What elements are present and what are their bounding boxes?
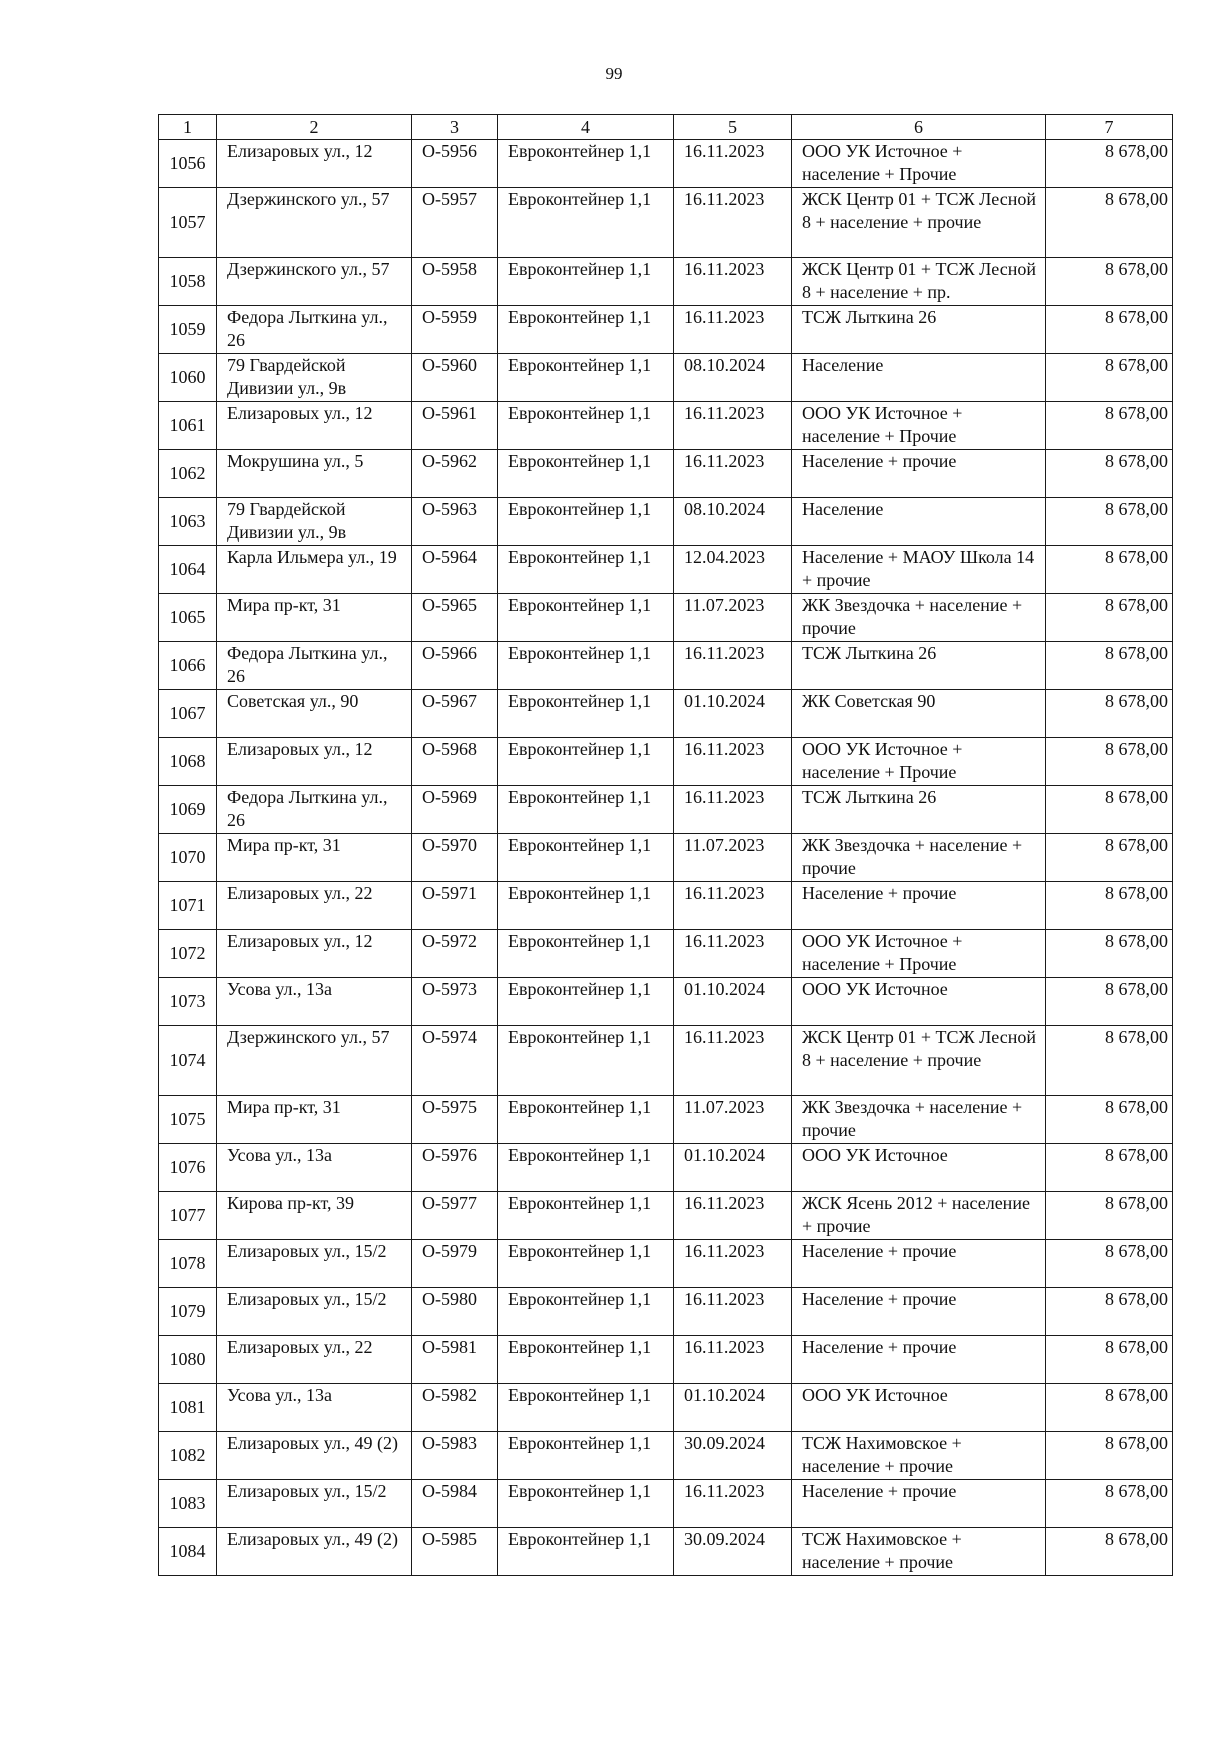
cell-container-code: О-5967 bbox=[412, 690, 498, 738]
cell-container-type: Евроконтейнер 1,1 bbox=[498, 1288, 674, 1336]
cell-amount: 8 678,00 bbox=[1046, 402, 1173, 450]
cell-consumers: ЖСК Центр 01 + ТСЖ Лесной 8 + население + пр. bbox=[792, 258, 1046, 306]
cell-row-number: 1071 bbox=[159, 882, 217, 930]
cell-date: 16.11.2023 bbox=[674, 1480, 792, 1528]
cell-amount: 8 678,00 bbox=[1046, 930, 1173, 978]
cell-row-number: 1066 bbox=[159, 642, 217, 690]
page-number: 99 bbox=[605, 64, 623, 83]
table-row bbox=[159, 882, 1173, 930]
cell-address: Дзержинского ул., 57 bbox=[217, 258, 412, 306]
cell-date: 08.10.2024 bbox=[674, 498, 792, 546]
header-col-5: 5 bbox=[674, 115, 792, 140]
cell-row-number: 1065 bbox=[159, 594, 217, 642]
cell-date: 11.07.2023 bbox=[674, 1096, 792, 1144]
header-row bbox=[159, 115, 1173, 140]
cell-container-code: О-5977 bbox=[412, 1192, 498, 1240]
cell-address: Дзержинского ул., 57 bbox=[217, 188, 412, 258]
cell-address: Федора Лыткина ул., 26 bbox=[217, 642, 412, 690]
cell-date: 16.11.2023 bbox=[674, 1026, 792, 1096]
cell-row-number: 1075 bbox=[159, 1096, 217, 1144]
cell-amount: 8 678,00 bbox=[1046, 786, 1173, 834]
cell-row-number: 1084 bbox=[159, 1528, 217, 1576]
cell-date: 16.11.2023 bbox=[674, 786, 792, 834]
cell-amount: 8 678,00 bbox=[1046, 1288, 1173, 1336]
cell-container-type: Евроконтейнер 1,1 bbox=[498, 258, 674, 306]
table-row bbox=[159, 594, 1173, 642]
cell-container-type: Евроконтейнер 1,1 bbox=[498, 1528, 674, 1576]
cell-address: Елизаровых ул., 12 bbox=[217, 402, 412, 450]
cell-address: Мира пр-кт, 31 bbox=[217, 594, 412, 642]
header-col-7: 7 bbox=[1046, 115, 1173, 140]
cell-consumers: ЖК Звездочка + население + прочие bbox=[792, 834, 1046, 882]
cell-container-type: Евроконтейнер 1,1 bbox=[498, 690, 674, 738]
cell-amount: 8 678,00 bbox=[1046, 1192, 1173, 1240]
cell-date: 30.09.2024 bbox=[674, 1432, 792, 1480]
table-row bbox=[159, 306, 1173, 354]
cell-container-code: О-5965 bbox=[412, 594, 498, 642]
cell-date: 01.10.2024 bbox=[674, 690, 792, 738]
table-row bbox=[159, 546, 1173, 594]
cell-row-number: 1080 bbox=[159, 1336, 217, 1384]
cell-date: 30.09.2024 bbox=[674, 1528, 792, 1576]
cell-consumers: Население + прочие bbox=[792, 1288, 1046, 1336]
cell-row-number: 1072 bbox=[159, 930, 217, 978]
cell-row-number: 1081 bbox=[159, 1384, 217, 1432]
cell-date: 16.11.2023 bbox=[674, 1240, 792, 1288]
cell-date: 16.11.2023 bbox=[674, 450, 792, 498]
cell-amount: 8 678,00 bbox=[1046, 1240, 1173, 1288]
cell-container-code: О-5984 bbox=[412, 1480, 498, 1528]
cell-consumers: ООО УК Источное bbox=[792, 1384, 1046, 1432]
cell-container-code: О-5958 bbox=[412, 258, 498, 306]
cell-address: Мира пр-кт, 31 bbox=[217, 1096, 412, 1144]
cell-container-code: О-5956 bbox=[412, 140, 498, 188]
table-row bbox=[159, 1288, 1173, 1336]
cell-amount: 8 678,00 bbox=[1046, 690, 1173, 738]
cell-container-code: О-5974 bbox=[412, 1026, 498, 1096]
cell-container-type: Евроконтейнер 1,1 bbox=[498, 978, 674, 1026]
cell-amount: 8 678,00 bbox=[1046, 1026, 1173, 1096]
cell-address: Елизаровых ул., 12 bbox=[217, 738, 412, 786]
cell-container-type: Евроконтейнер 1,1 bbox=[498, 1192, 674, 1240]
cell-row-number: 1073 bbox=[159, 978, 217, 1026]
cell-date: 16.11.2023 bbox=[674, 258, 792, 306]
cell-row-number: 1059 bbox=[159, 306, 217, 354]
table-row bbox=[159, 188, 1173, 258]
cell-row-number: 1079 bbox=[159, 1288, 217, 1336]
cell-consumers: Население + прочие bbox=[792, 1336, 1046, 1384]
table-row bbox=[159, 498, 1173, 546]
cell-date: 16.11.2023 bbox=[674, 402, 792, 450]
cell-container-type: Евроконтейнер 1,1 bbox=[498, 594, 674, 642]
cell-consumers: ТСЖ Лыткина 26 bbox=[792, 642, 1046, 690]
cell-address: Усова ул., 13а bbox=[217, 1384, 412, 1432]
cell-amount: 8 678,00 bbox=[1046, 354, 1173, 402]
table-row bbox=[159, 642, 1173, 690]
cell-amount: 8 678,00 bbox=[1046, 1432, 1173, 1480]
cell-container-code: О-5985 bbox=[412, 1528, 498, 1576]
cell-container-code: О-5957 bbox=[412, 188, 498, 258]
table-row bbox=[159, 738, 1173, 786]
cell-address: Елизаровых ул., 49 (2) bbox=[217, 1432, 412, 1480]
cell-container-type: Евроконтейнер 1,1 bbox=[498, 642, 674, 690]
cell-address: 79 Гвардейской Дивизии ул., 9в bbox=[217, 498, 412, 546]
cell-amount: 8 678,00 bbox=[1046, 450, 1173, 498]
cell-amount: 8 678,00 bbox=[1046, 1480, 1173, 1528]
cell-container-code: О-5960 bbox=[412, 354, 498, 402]
table-row bbox=[159, 258, 1173, 306]
table-row bbox=[159, 1144, 1173, 1192]
cell-address: Усова ул., 13а bbox=[217, 1144, 412, 1192]
cell-container-code: О-5962 bbox=[412, 450, 498, 498]
container-registry-table bbox=[158, 114, 1173, 1576]
cell-container-code: О-5966 bbox=[412, 642, 498, 690]
table-row bbox=[159, 140, 1173, 188]
cell-amount: 8 678,00 bbox=[1046, 1096, 1173, 1144]
cell-container-type: Евроконтейнер 1,1 bbox=[498, 1384, 674, 1432]
cell-date: 16.11.2023 bbox=[674, 738, 792, 786]
cell-consumers: ТСЖ Нахимовское + население + прочие bbox=[792, 1432, 1046, 1480]
cell-address: Федора Лыткина ул., 26 bbox=[217, 306, 412, 354]
cell-address: Кирова пр-кт, 39 bbox=[217, 1192, 412, 1240]
cell-address: Федора Лыткина ул., 26 bbox=[217, 786, 412, 834]
cell-amount: 8 678,00 bbox=[1046, 258, 1173, 306]
cell-consumers: ТСЖ Лыткина 26 bbox=[792, 786, 1046, 834]
cell-container-code: О-5961 bbox=[412, 402, 498, 450]
cell-date: 01.10.2024 bbox=[674, 1144, 792, 1192]
cell-container-code: О-5983 bbox=[412, 1432, 498, 1480]
cell-row-number: 1061 bbox=[159, 402, 217, 450]
table-row bbox=[159, 786, 1173, 834]
cell-consumers: ЖСК Ясень 2012 + население + прочие bbox=[792, 1192, 1046, 1240]
cell-row-number: 1070 bbox=[159, 834, 217, 882]
cell-address: Елизаровых ул., 49 (2) bbox=[217, 1528, 412, 1576]
cell-amount: 8 678,00 bbox=[1046, 188, 1173, 258]
cell-container-code: О-5971 bbox=[412, 882, 498, 930]
cell-consumers: ООО УК Источное + население + Прочие bbox=[792, 930, 1046, 978]
cell-container-type: Евроконтейнер 1,1 bbox=[498, 930, 674, 978]
cell-row-number: 1078 bbox=[159, 1240, 217, 1288]
cell-amount: 8 678,00 bbox=[1046, 834, 1173, 882]
cell-amount: 8 678,00 bbox=[1046, 978, 1173, 1026]
cell-address: Карла Ильмера ул., 19 bbox=[217, 546, 412, 594]
cell-container-type: Евроконтейнер 1,1 bbox=[498, 498, 674, 546]
cell-address: Мира пр-кт, 31 bbox=[217, 834, 412, 882]
cell-container-code: О-5979 bbox=[412, 1240, 498, 1288]
cell-container-code: О-5964 bbox=[412, 546, 498, 594]
table-row bbox=[159, 1528, 1173, 1576]
cell-date: 01.10.2024 bbox=[674, 978, 792, 1026]
table-row bbox=[159, 1432, 1173, 1480]
table-row bbox=[159, 1096, 1173, 1144]
cell-date: 11.07.2023 bbox=[674, 834, 792, 882]
cell-row-number: 1083 bbox=[159, 1480, 217, 1528]
table-row bbox=[159, 450, 1173, 498]
table-row bbox=[159, 1336, 1173, 1384]
cell-address: 79 Гвардейской Дивизии ул., 9в bbox=[217, 354, 412, 402]
cell-row-number: 1060 bbox=[159, 354, 217, 402]
cell-container-type: Евроконтейнер 1,1 bbox=[498, 1336, 674, 1384]
cell-container-type: Евроконтейнер 1,1 bbox=[498, 402, 674, 450]
cell-consumers: Население + прочие bbox=[792, 450, 1046, 498]
cell-container-code: О-5972 bbox=[412, 930, 498, 978]
cell-container-code: О-5959 bbox=[412, 306, 498, 354]
cell-date: 12.04.2023 bbox=[674, 546, 792, 594]
table-row bbox=[159, 930, 1173, 978]
cell-row-number: 1064 bbox=[159, 546, 217, 594]
table-row bbox=[159, 834, 1173, 882]
cell-address: Елизаровых ул., 15/2 bbox=[217, 1288, 412, 1336]
cell-consumers: Население + МАОУ Школа 14 + прочие bbox=[792, 546, 1046, 594]
cell-container-type: Евроконтейнер 1,1 bbox=[498, 834, 674, 882]
cell-container-code: О-5968 bbox=[412, 738, 498, 786]
cell-container-type: Евроконтейнер 1,1 bbox=[498, 546, 674, 594]
cell-consumers: Население + прочие bbox=[792, 1240, 1046, 1288]
cell-address: Усова ул., 13а bbox=[217, 978, 412, 1026]
cell-date: 16.11.2023 bbox=[674, 306, 792, 354]
cell-date: 01.10.2024 bbox=[674, 1384, 792, 1432]
cell-container-type: Евроконтейнер 1,1 bbox=[498, 738, 674, 786]
cell-consumers: ООО УК Источное bbox=[792, 978, 1046, 1026]
cell-consumers: ООО УК Источное + население + Прочие bbox=[792, 738, 1046, 786]
table-row bbox=[159, 1384, 1173, 1432]
cell-container-code: О-5963 bbox=[412, 498, 498, 546]
cell-consumers: Население bbox=[792, 354, 1046, 402]
cell-consumers: ЖК Звездочка + население + прочие bbox=[792, 1096, 1046, 1144]
cell-consumers: ТСЖ Лыткина 26 bbox=[792, 306, 1046, 354]
table-body bbox=[159, 140, 1173, 1576]
cell-address: Елизаровых ул., 12 bbox=[217, 930, 412, 978]
header-col-1: 1 bbox=[159, 115, 217, 140]
cell-amount: 8 678,00 bbox=[1046, 642, 1173, 690]
cell-consumers: ЖК Советская 90 bbox=[792, 690, 1046, 738]
cell-amount: 8 678,00 bbox=[1046, 882, 1173, 930]
cell-container-type: Евроконтейнер 1,1 bbox=[498, 1026, 674, 1096]
table-row bbox=[159, 1026, 1173, 1096]
cell-address: Елизаровых ул., 12 bbox=[217, 140, 412, 188]
cell-amount: 8 678,00 bbox=[1046, 594, 1173, 642]
cell-row-number: 1077 bbox=[159, 1192, 217, 1240]
cell-date: 11.07.2023 bbox=[674, 594, 792, 642]
cell-consumers: ООО УК Источное bbox=[792, 1144, 1046, 1192]
header-col-3: 3 bbox=[412, 115, 498, 140]
cell-container-code: О-5980 bbox=[412, 1288, 498, 1336]
cell-row-number: 1067 bbox=[159, 690, 217, 738]
table-row bbox=[159, 1240, 1173, 1288]
cell-date: 08.10.2024 bbox=[674, 354, 792, 402]
cell-container-type: Евроконтейнер 1,1 bbox=[498, 882, 674, 930]
cell-container-type: Евроконтейнер 1,1 bbox=[498, 140, 674, 188]
cell-consumers: ЖК Звездочка + население + прочие bbox=[792, 594, 1046, 642]
table-row bbox=[159, 1480, 1173, 1528]
cell-row-number: 1058 bbox=[159, 258, 217, 306]
table-row bbox=[159, 1192, 1173, 1240]
cell-container-type: Евроконтейнер 1,1 bbox=[498, 1096, 674, 1144]
cell-container-type: Евроконтейнер 1,1 bbox=[498, 1480, 674, 1528]
cell-row-number: 1063 bbox=[159, 498, 217, 546]
cell-amount: 8 678,00 bbox=[1046, 1528, 1173, 1576]
cell-consumers: Население + прочие bbox=[792, 1480, 1046, 1528]
cell-container-type: Евроконтейнер 1,1 bbox=[498, 1240, 674, 1288]
cell-row-number: 1082 bbox=[159, 1432, 217, 1480]
cell-date: 16.11.2023 bbox=[674, 188, 792, 258]
header-col-6: 6 bbox=[792, 115, 1046, 140]
cell-container-code: О-5976 bbox=[412, 1144, 498, 1192]
cell-amount: 8 678,00 bbox=[1046, 498, 1173, 546]
cell-container-type: Евроконтейнер 1,1 bbox=[498, 450, 674, 498]
cell-address: Елизаровых ул., 22 bbox=[217, 882, 412, 930]
cell-container-code: О-5970 bbox=[412, 834, 498, 882]
cell-container-code: О-5982 bbox=[412, 1384, 498, 1432]
cell-row-number: 1057 bbox=[159, 188, 217, 258]
cell-consumers: ЖСК Центр 01 + ТСЖ Лесной 8 + население + прочие bbox=[792, 1026, 1046, 1096]
header-col-2: 2 bbox=[217, 115, 412, 140]
cell-consumers: ООО УК Источное + население + Прочие bbox=[792, 140, 1046, 188]
cell-row-number: 1069 bbox=[159, 786, 217, 834]
cell-consumers: ООО УК Источное + население + Прочие bbox=[792, 402, 1046, 450]
cell-consumers: Население bbox=[792, 498, 1046, 546]
cell-address: Елизаровых ул., 15/2 bbox=[217, 1480, 412, 1528]
cell-row-number: 1074 bbox=[159, 1026, 217, 1096]
cell-amount: 8 678,00 bbox=[1046, 1384, 1173, 1432]
cell-address: Советская ул., 90 bbox=[217, 690, 412, 738]
cell-date: 16.11.2023 bbox=[674, 930, 792, 978]
cell-consumers: ЖСК Центр 01 + ТСЖ Лесной 8 + население + прочие bbox=[792, 188, 1046, 258]
cell-row-number: 1076 bbox=[159, 1144, 217, 1192]
cell-container-code: О-5969 bbox=[412, 786, 498, 834]
cell-container-type: Евроконтейнер 1,1 bbox=[498, 1432, 674, 1480]
cell-amount: 8 678,00 bbox=[1046, 546, 1173, 594]
cell-amount: 8 678,00 bbox=[1046, 140, 1173, 188]
table-row bbox=[159, 978, 1173, 1026]
cell-container-type: Евроконтейнер 1,1 bbox=[498, 188, 674, 258]
cell-row-number: 1056 bbox=[159, 140, 217, 188]
cell-container-code: О-5981 bbox=[412, 1336, 498, 1384]
table-row bbox=[159, 354, 1173, 402]
cell-date: 16.11.2023 bbox=[674, 1336, 792, 1384]
cell-container-type: Евроконтейнер 1,1 bbox=[498, 354, 674, 402]
cell-container-type: Евроконтейнер 1,1 bbox=[498, 306, 674, 354]
cell-container-code: О-5973 bbox=[412, 978, 498, 1026]
cell-amount: 8 678,00 bbox=[1046, 306, 1173, 354]
cell-address: Дзержинского ул., 57 bbox=[217, 1026, 412, 1096]
cell-date: 16.11.2023 bbox=[674, 1192, 792, 1240]
cell-amount: 8 678,00 bbox=[1046, 1144, 1173, 1192]
cell-date: 16.11.2023 bbox=[674, 882, 792, 930]
cell-consumers: ТСЖ Нахимовское + население + прочие bbox=[792, 1528, 1046, 1576]
cell-date: 16.11.2023 bbox=[674, 140, 792, 188]
cell-consumers: Население + прочие bbox=[792, 882, 1046, 930]
cell-amount: 8 678,00 bbox=[1046, 738, 1173, 786]
cell-amount: 8 678,00 bbox=[1046, 1336, 1173, 1384]
cell-date: 16.11.2023 bbox=[674, 642, 792, 690]
cell-date: 16.11.2023 bbox=[674, 1288, 792, 1336]
header-col-4: 4 bbox=[498, 115, 674, 140]
cell-container-type: Евроконтейнер 1,1 bbox=[498, 1144, 674, 1192]
cell-address: Елизаровых ул., 22 bbox=[217, 1336, 412, 1384]
cell-address: Мокрушина ул., 5 bbox=[217, 450, 412, 498]
cell-row-number: 1068 bbox=[159, 738, 217, 786]
cell-row-number: 1062 bbox=[159, 450, 217, 498]
table-row bbox=[159, 402, 1173, 450]
cell-address: Елизаровых ул., 15/2 bbox=[217, 1240, 412, 1288]
table-row bbox=[159, 690, 1173, 738]
cell-container-type: Евроконтейнер 1,1 bbox=[498, 786, 674, 834]
cell-container-code: О-5975 bbox=[412, 1096, 498, 1144]
